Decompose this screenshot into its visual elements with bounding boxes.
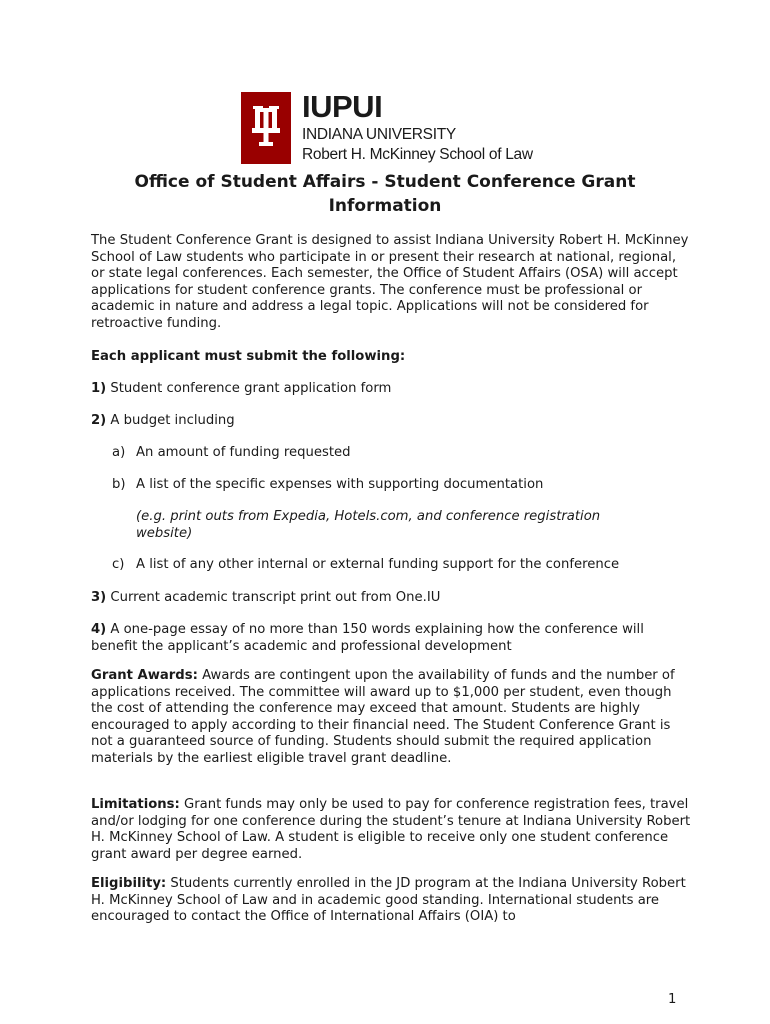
requirement-text: A one-page essay of no more than 150 words explaining how the conference will benefit the applicant’s academic and professional development bbox=[91, 622, 644, 654]
requirement-text: Student conference grant application form bbox=[106, 381, 392, 396]
budget-item bbox=[112, 557, 682, 574]
iu-trident-icon bbox=[241, 92, 291, 164]
budget-example: (e.g. print outs from Expedia, Hotels.com, and conference registration website) bbox=[136, 509, 601, 541]
section-label: Grant Awards: bbox=[91, 668, 198, 683]
budget-item bbox=[112, 445, 672, 462]
requirement-number: 4) bbox=[91, 622, 107, 637]
limitations-section bbox=[91, 797, 691, 863]
logo-name: IUPUI bbox=[302, 89, 383, 124]
section-label: Limitations: bbox=[91, 797, 180, 812]
page-title: Office of Student Affairs - Student Conference Grant Information bbox=[134, 172, 636, 216]
requirement-text: Current academic transcript print out from One.IU bbox=[106, 590, 441, 605]
section-label: Eligibility: bbox=[91, 876, 167, 891]
budget-item-text: An amount of funding requested bbox=[136, 445, 351, 460]
budget-item-marker: c) bbox=[112, 557, 125, 572]
logo-university: INDIANA UNIVERSITY bbox=[302, 126, 456, 143]
logo-school: Robert H. McKinney School of Law bbox=[302, 146, 533, 163]
iupui-logo bbox=[241, 89, 541, 166]
budget-item-marker: b) bbox=[112, 477, 126, 492]
section-text: Grant funds may only be used to pay for conference registration fees, travel and/or lodging for one conference during the student’s tenure at Indiana University Robert H. McKinney School of Law. A student is eligible to receive only one student conference grant award per degree earned. bbox=[91, 797, 691, 862]
budget-item bbox=[112, 477, 672, 494]
budget-item-marker: a) bbox=[112, 445, 126, 460]
requirement-item bbox=[91, 590, 691, 607]
requirement-number: 1) bbox=[91, 381, 107, 396]
grant-awards-section bbox=[91, 668, 691, 767]
requirement-item bbox=[91, 622, 691, 655]
requirement-number: 3) bbox=[91, 590, 107, 605]
eligibility-section bbox=[91, 876, 691, 926]
budget-item-text: A list of the specific expenses with supporting documentation bbox=[136, 477, 544, 492]
budget-item-text: A list of any other internal or external funding support for the conference bbox=[136, 557, 620, 572]
section-text: Students currently enrolled in the JD program at the Indiana University Robert H. McKinney School of Law and in academic good standing. International students are encouraged to contact the Office of International Affairs (OIA) to bbox=[91, 876, 686, 924]
requirement-item bbox=[91, 381, 691, 398]
intro-paragraph: The Student Conference Grant is designed to assist Indiana University Robert H. McKinney School of Law students who participate in or present their research at national, regional, or state legal conferences. Each semester, the Office of Student Affairs (OSA) will accept applications for student conference grants. The conference must be professional or academic in nature and address a legal topic. Applications will not be considered for retroactive funding. bbox=[91, 233, 689, 331]
requirement-item bbox=[91, 413, 691, 430]
requirements-heading: Each applicant must submit the following: bbox=[91, 349, 406, 364]
requirement-text: A budget including bbox=[106, 413, 235, 428]
requirement-number: 2) bbox=[91, 413, 107, 428]
page-number: 1 bbox=[668, 992, 677, 1007]
section-text: Awards are contingent upon the availability of funds and the number of applications received. The committee will award up to $1,000 per student, even though the cost of attending the conference may exceed that amount. Students are highly encouraged to apply according to their financial need. The Student Conference Grant is not a guaranteed source of funding. Students should submit the required application materials by the earliest eligible travel grant deadline. bbox=[91, 668, 675, 766]
